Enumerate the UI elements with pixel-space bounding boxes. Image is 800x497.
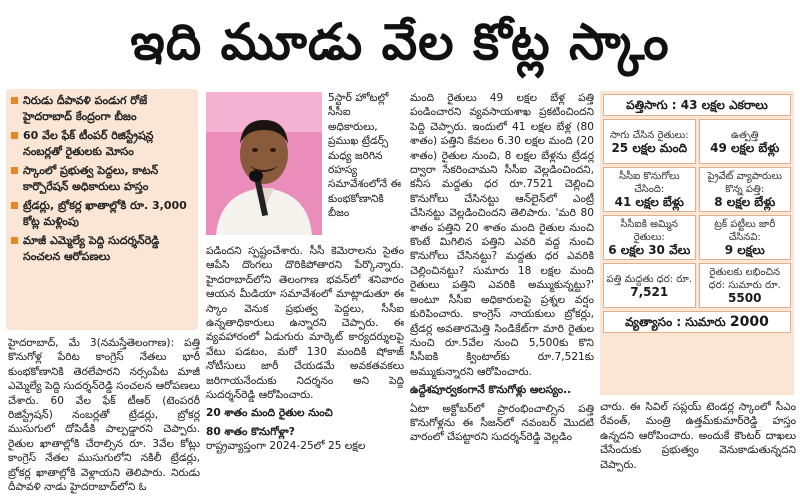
square-bullet-icon [11,167,18,174]
column-2-tail-text: రాష్ట్రవ్యాప్తంగా 2024-25లో 25 లక్షల [206,440,366,453]
stat-label: సాగు చేసిన రైతులు: [609,129,689,141]
stat-value: 41 లక్షల బేళ్లు [614,195,684,209]
bullet-item [11,128,193,160]
square-bullet-icon [11,237,18,244]
highlights-box [6,89,198,330]
stat-label: ప్రైవేట్ వ్యాపారులు కొన్న పత్తి: [707,171,782,195]
person-at-microphone-image [206,92,322,235]
article-column-2 [206,244,404,494]
stat-value: 9 లక్షలు [724,243,765,257]
stat-cell [603,263,696,308]
bullet-text: నిరుడు దీపావళి పండుగ రోజే హైదరాబాద్ కేంద్రంగా బీజం [23,94,148,123]
article-column-4: చారు. ఈ సివిల్ సప్లయ్ టెండర్ల స్కాంలో సీఎం రేవంత్, మంత్రి ఉత్తమ్‌కుమార్‌రెడ్డి హస్తం ఉన్నదని ఆరోపించారు. అందుకే కౌంటర్ దాఖలు చేసేందుకు ప్రభుత్వం వెనుకాడుతున్నదని చెప్పారు. [600,401,796,471]
square-bullet-icon [11,202,18,209]
bullet-item [11,198,193,230]
bullet-text: 60 వేల ఫేక్ టీంపర్ రిజిస్ట్రేషన్ల నంబర్లతో రైతులకు మోసం [23,129,154,158]
speaker-photo [206,92,322,235]
column-2-text: పడిందని స్పష్టంచేశారు. సీసీ కెమెరాలను సైతం ఆపేసి దొంగలు దొరికిపోతారని పేర్కొన్నారు. హైదరాబాద్‌లోని తెలంగాణ భవన్‌లో శనివారం ఆయన మీడియా సమావేశంలో మాట్లాడుతూ ఈ స్కాం వెనుక ప్రభుత్వ పెద్దలు, సీసీఐ ఉన్నతాధికారులు ఉన్నారని చెప్పారు. ఈ వ్యవహారంలో ఏడుగురు మార్కెట్ కార్యదర్శులపై వేటు పడటం, మరో 130 మందికి షోకాజ్ నోటీసులు జారీ చేయడమే అవకతవకలు జరిగాయనేందుకు నిదర్శనం అని పెద్ది సుదర్శన్‌రెడ్డి ఆరోపించారు. [206,245,404,402]
square-bullet-icon [11,97,18,104]
article-column-3 [410,91,594,495]
cotton-stats-box [600,91,794,395]
stat-label: సీసీఐకి అమ్మిన రైతులు: [620,219,679,243]
stats-total-label: వ్యత్యాసం : సుమారు [625,315,730,329]
stat-value: 8 లక్షల బేళ్లు [714,195,776,209]
subheading: ఉద్దేశపూర్వకంగానే కొనుగోళ్లు ఆలస్యం.. [410,384,572,397]
article-column-2-top: 5స్టార్ హోటల్లో సీసీఐ అధికారులు, ప్రముఖ ట్రేడర్స్ మధ్య జరిగిన రహస్య సమావేశంలోనే ఈ కుంభకోణానికి బీజం [328,92,402,220]
stat-label: ఉత్పత్తి [731,129,759,141]
square-bullet-icon [11,132,18,139]
stats-title-value: 43 లక్షల ఎకరాలు [680,98,768,112]
bullet-item [11,163,193,195]
bullet-text: ట్రేడర్లు, బ్రోకర్ల ఖాతాల్లోకి రూ. 3,000 కోట్ల మళ్లింపు [23,199,187,228]
stat-cell [603,167,696,212]
stat-label: పత్తి మద్దతు ధర: రూ. [606,273,692,285]
stats-total-value: 2000 [729,314,769,330]
article-column-1: హైదరాబాద్, మే 3(నమస్తేతెలంగాణ): పత్తి కొనుగోళ్ల పేరిట కాంగ్రెస్ నేతలు భారీ కుంభకోణానికి తెరలేపారని నర్సంపేట మాజీ ఎమ్మెల్యే పెద్ది సుదర్శన్‌రెడ్డి సంచలన ఆరోపణలు చేశారు. 60 వేల ఫేక్ టీఆర్ (టెంపరరీ రిజిస్ట్రేషన్) నంబర్లతో ట్రేడర్లు, బ్రోకర్ల ముసుగులో దోపిడీకి పాల్పడ్డారని చెప్పారు. రైతుల ఖాతాల్లోకి చేరాల్సిన రూ. 3వేల కోట్లు కాంగ్రెస్ నేతల ముసుగులోని నకిలీ ట్రేడర్లు, బ్రోకర్ల ఖాతాల్లోకి వెళ్లాయని తెలిపారు. నిరుడు దీపావళి నాడు హైదరాబాద్‌లోని ఓ [8,337,200,494]
column-3-text: మంది రైతులు 49 లక్షల బేళ్ల పత్తి పండించారని వ్యవసాయశాఖ ప్రకటించిందని పెద్ది చెప్పారు. ఇందులో 41 లక్షల బేళ్ల (80 శాతం) పత్తిని కేవలం 6.30 లక్షల మంది (20 శాతం) రైతుల నుంచి, 8 లక్షల బేళ్లను ట్రేడర్ల ద్వారా సేకరించామని సీసీఐ వెల్లడించిందని, కనీస మద్దతు ధర రూ.7521 చెల్లించి కొనుగోలు చేసినట్టు ఆన్‌లైన్‌లో ఎంట్రీ చేసినట్టు వెల్లడించిందని తెలిపారు. 'మరి 80 శాతం పత్తిని 20 శాతం మంది రైతుల నుంచి కొంటే మిగిలిన పత్తిని ఎవరి వద్ద నుంచి కొనుగోలు చేసినట్టు? మద్దతు ధర ఎవరికి చెల్లించినట్టు? సుమారు 18 లక్షల మంది రైతులు పత్తిని ఎవరికి అమ్ముకున్నట్టు?' అంటూ సీసీఐ అధికారులపై ప్రశ్నల వర్షం కురిపించారు. కాంగ్రెస్ నాయకులు బ్రోకర్లు, ట్రేడర్ల అవతారమెత్తి సిండికేట్‌గా మారి రైతుల నుంచి రూ.5వేల నుంచి 5,500కు కొని సీసీఐకి క్వింటాల్‌కు రూ.7,521కు అమ్ముకున్నారని ఆరోపించారు. [410,92,594,378]
stat-cell [699,215,792,260]
stat-value: 7,521 [630,284,669,299]
stat-cell [603,119,696,164]
stats-title-label: పత్తిసాగు : [626,98,681,112]
column-3-tail-text: ఏటా అక్టోబర్‌లో ప్రారంభించాల్సిన పత్తి కొనుగోళ్లను ఈ సీజన్‌లో నవంబర్ మొదటి వారంలో చేపట్టారని సుదర్శన్‌రెడ్డి వెల్లడిం [410,402,594,444]
stat-cell [603,215,696,260]
bullet-item [11,93,193,125]
stat-label: రైతులకు లభించిన ధర: సుమారు రూ. [708,267,781,291]
stat-cell [699,263,792,308]
stat-cell [699,167,792,212]
stat-cell [699,119,792,164]
bullet-text: స్కాంలో ప్రభుత్వ పెద్దలు, కాటన్ కార్పొరేషన్ అధికారులు హస్తం [23,164,159,193]
subheading: 80 శాతం కొనుగోళ్లా? [206,425,295,438]
headline: ఇది మూడు వేల కోట్ల స్కాం [130,13,670,71]
stat-value: 25 లక్షల మంది [611,140,688,155]
stat-label: సీసీఐ కొనుగోలు చేసింది: [618,171,680,195]
subheading: 20 శాతం మంది రైతుల నుంచి [206,407,333,420]
bullet-text: మాజీ ఎమ్మెల్యే పెద్ది సుదర్శన్‌రెడ్డి సంచలన ఆరోపణలు [23,234,160,263]
stat-value: 6 లక్షల 30 వేలు [608,243,691,257]
stats-total [603,311,791,333]
bullet-item [11,233,193,265]
stat-value: 49 లక్షల బేళ్లు [710,140,780,155]
stat-value: 5500 [728,291,762,305]
stat-label: ట్రక్ పట్టీలు జారీ చేసినవి: [714,219,776,243]
stats-grid [603,119,791,308]
stats-box-title [603,94,791,116]
